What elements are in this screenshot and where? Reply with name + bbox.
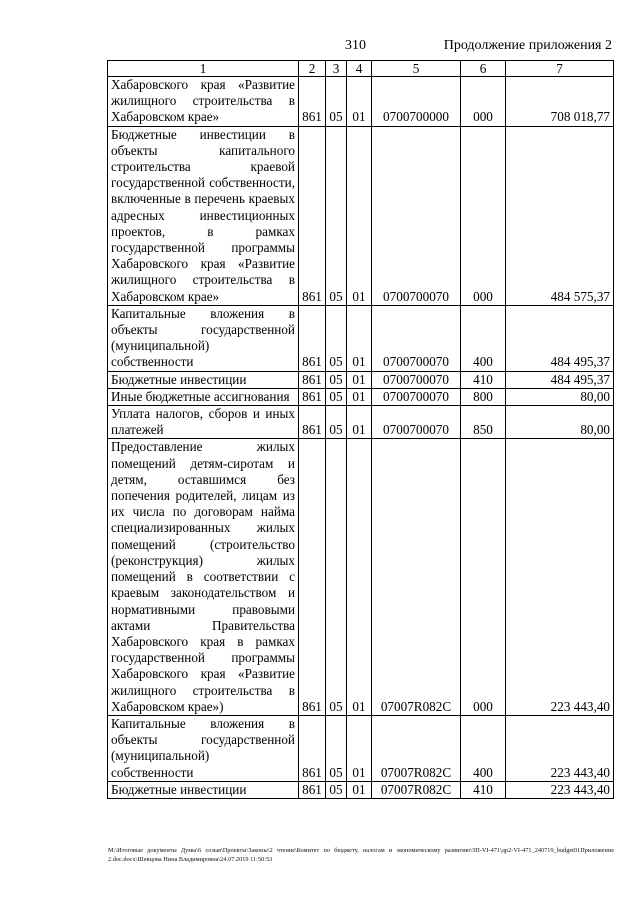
amount: 80,00 <box>506 406 614 439</box>
row-name: Иные бюджетные ассигнования <box>108 388 299 405</box>
table-row <box>108 715 614 781</box>
section-code: 05 <box>326 388 347 405</box>
target-article-code: 0700700070 <box>372 388 461 405</box>
section-code: 05 <box>326 126 347 305</box>
target-article-code: 0700700070 <box>372 126 461 305</box>
budget-table <box>107 60 614 799</box>
table-row <box>108 439 614 715</box>
table-body <box>108 77 614 799</box>
row-name: Уплата налогов, сборов и иных платежей <box>108 406 299 439</box>
target-article-code: 0700700070 <box>372 406 461 439</box>
column-number: 7 <box>506 61 614 77</box>
row-name: Капитальные вложения в объекты государственной (муниципальной) собственности <box>108 715 299 781</box>
table-row <box>108 126 614 305</box>
expense-type-code: 000 <box>461 126 506 305</box>
subsection-code: 01 <box>347 439 372 715</box>
amount: 223 443,40 <box>506 715 614 781</box>
amount: 484 495,37 <box>506 305 614 371</box>
subsection-code: 01 <box>347 305 372 371</box>
column-number: 3 <box>326 61 347 77</box>
row-name: Бюджетные инвестиции <box>108 371 299 388</box>
subsection-code: 01 <box>347 406 372 439</box>
target-article-code: 07007R082C <box>372 715 461 781</box>
row-name: Предоставление жилых помещений детям-сиротам и детям, оставшимся без попечения родителей, лицам из их числа по договорам найма специализированных жилых помещений (строительство (реконструкция) жилых помещений в соответствии с краевым законодательством и нормативными правовыми актами Правительства Хабаровского края в рамках государственной программы Хабаровского края «Развитие жилищного строительства в Хабаровском крае») <box>108 439 299 715</box>
expense-type-code: 400 <box>461 305 506 371</box>
expense-type-code: 850 <box>461 406 506 439</box>
subsection-code: 01 <box>347 77 372 127</box>
section-code: 05 <box>326 781 347 798</box>
section-code: 05 <box>326 371 347 388</box>
table-row <box>108 406 614 439</box>
subsection-code: 01 <box>347 371 372 388</box>
footer-file-path: M:\Итоговые документы Думы\6 созыв\Проекты\Законы\2 чтение\Комитет по бюджету, налогам и экономическому развитию\ЗП-VI-471\др2-VI-471_240719_budget01Приложение 2.doc.docx\Шевцова Нина Владимировна\24.07.2019 11:50:53 <box>108 847 614 863</box>
ministry-code: 861 <box>299 781 326 798</box>
section-code: 05 <box>326 77 347 127</box>
target-article-code: 0700700000 <box>372 77 461 127</box>
row-name: Хабаровского края «Развитие жилищного строительства в Хабаровском крае» <box>108 77 299 127</box>
section-code: 05 <box>326 439 347 715</box>
table-row <box>108 781 614 798</box>
ministry-code: 861 <box>299 715 326 781</box>
subsection-code: 01 <box>347 715 372 781</box>
column-number-row <box>108 61 614 77</box>
subsection-code: 01 <box>347 388 372 405</box>
expense-type-code: 410 <box>461 781 506 798</box>
target-article-code: 0700700070 <box>372 371 461 388</box>
expense-type-code: 410 <box>461 371 506 388</box>
amount: 484 575,37 <box>506 126 614 305</box>
target-article-code: 07007R082C <box>372 781 461 798</box>
table-row <box>108 77 614 127</box>
subsection-code: 01 <box>347 781 372 798</box>
ministry-code: 861 <box>299 388 326 405</box>
expense-type-code: 000 <box>461 77 506 127</box>
page-number: 310 <box>345 38 366 53</box>
expense-type-code: 000 <box>461 439 506 715</box>
row-name: Бюджетные инвестиции в объекты капитального строительства краевой государственной собственности, включенные в перечень краевых адресных инвестиционных проектов, в рамках государственной программы Хабаровского края «Развитие жилищного строительства в Хабаровском крае» <box>108 126 299 305</box>
column-number: 5 <box>372 61 461 77</box>
table-row <box>108 371 614 388</box>
table-row <box>108 305 614 371</box>
amount: 223 443,40 <box>506 439 614 715</box>
ministry-code: 861 <box>299 406 326 439</box>
column-number: 2 <box>299 61 326 77</box>
ministry-code: 861 <box>299 371 326 388</box>
amount: 484 495,37 <box>506 371 614 388</box>
ministry-code: 861 <box>299 77 326 127</box>
section-code: 05 <box>326 406 347 439</box>
column-number: 4 <box>347 61 372 77</box>
ministry-code: 861 <box>299 439 326 715</box>
ministry-code: 861 <box>299 305 326 371</box>
expense-type-code: 800 <box>461 388 506 405</box>
amount: 708 018,77 <box>506 77 614 127</box>
target-article-code: 0700700070 <box>372 305 461 371</box>
row-name: Капитальные вложения в объекты государственной (муниципальной) собственности <box>108 305 299 371</box>
target-article-code: 07007R082C <box>372 439 461 715</box>
section-code: 05 <box>326 715 347 781</box>
subsection-code: 01 <box>347 126 372 305</box>
amount: 223 443,40 <box>506 781 614 798</box>
column-number: 6 <box>461 61 506 77</box>
column-number: 1 <box>108 61 299 77</box>
continuation-heading: Продолжение приложения 2 <box>443 38 612 53</box>
ministry-code: 861 <box>299 126 326 305</box>
row-name: Бюджетные инвестиции <box>108 781 299 798</box>
amount: 80,00 <box>506 388 614 405</box>
section-code: 05 <box>326 305 347 371</box>
table-row <box>108 388 614 405</box>
expense-type-code: 400 <box>461 715 506 781</box>
